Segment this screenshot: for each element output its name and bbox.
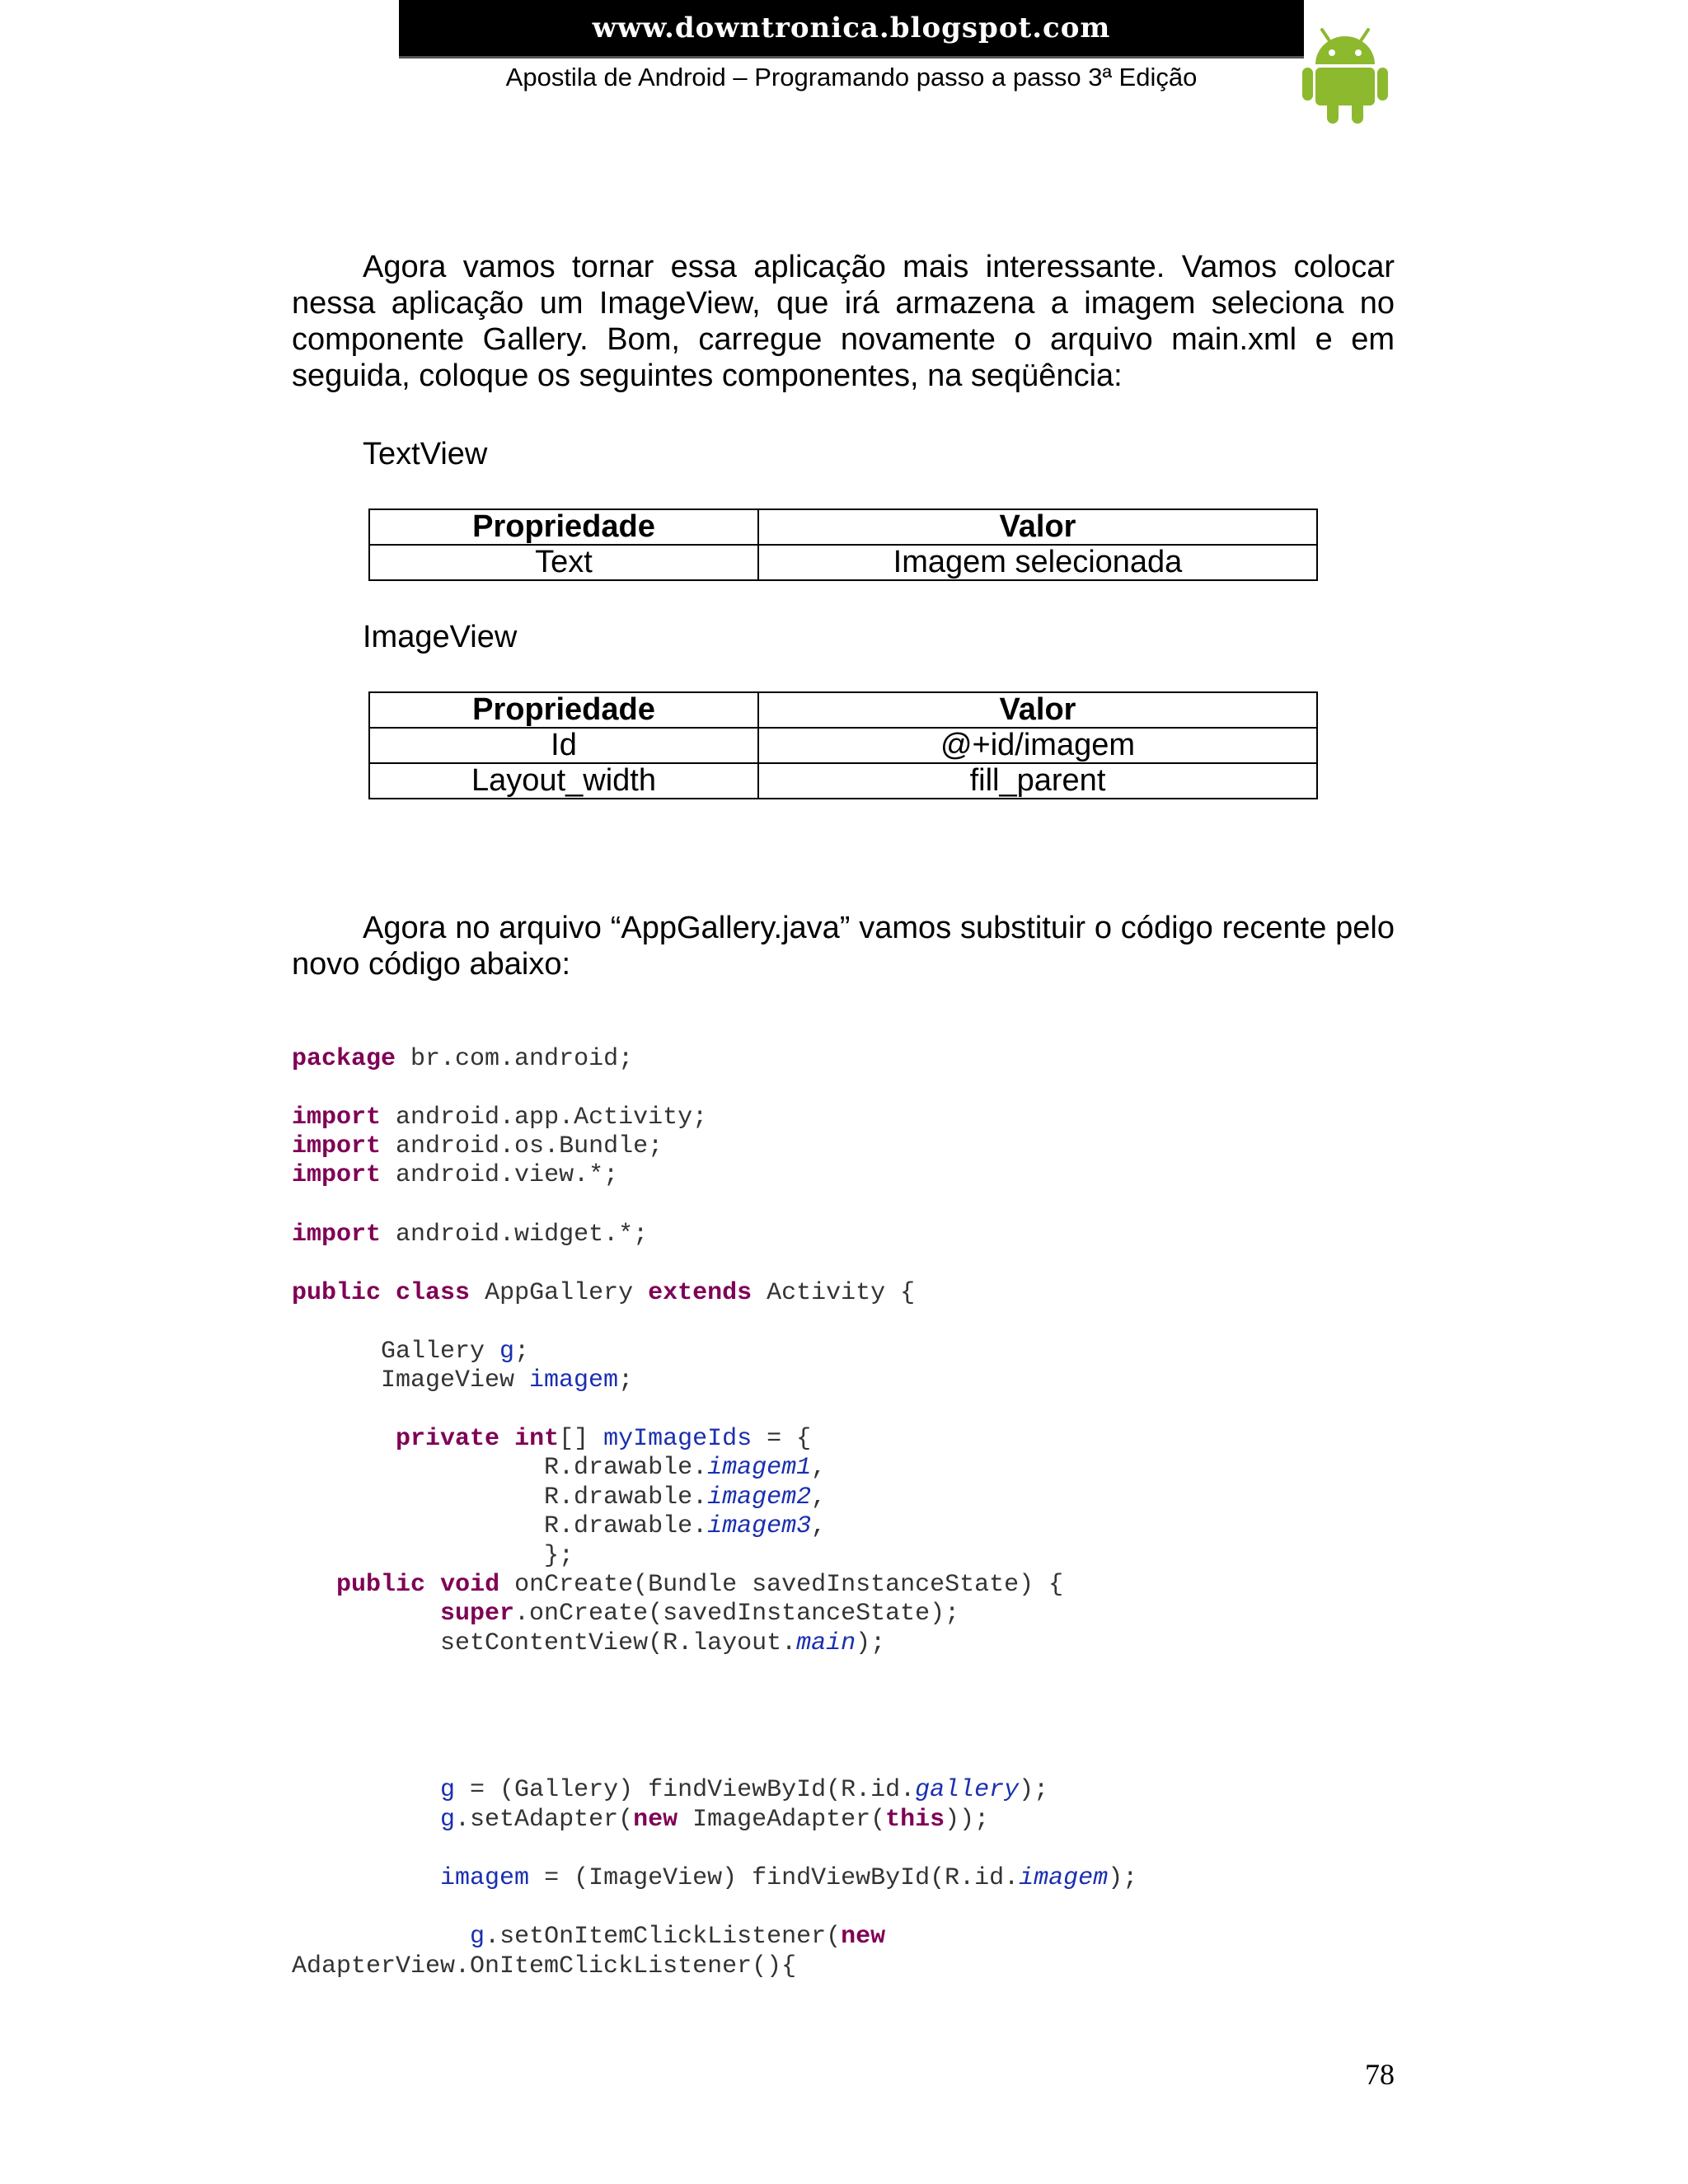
code-line [292,1483,826,1511]
header-banner [399,0,1304,56]
code-text: onCreate(Bundle savedInstanceState) { [499,1571,1064,1599]
code-text: android.os.Bundle; [381,1132,663,1160]
code-identifier: main [796,1629,856,1657]
code-identifier: g [499,1338,515,1366]
code-text [292,1425,396,1453]
code-text [292,1864,440,1892]
code-text: ); [1108,1864,1138,1892]
code-text: R.drawable. [292,1512,708,1540]
code-line [292,1045,633,1073]
code-identifier: myImageIds [603,1425,753,1453]
code-text [292,1571,336,1599]
imageview-properties-table [368,691,1318,799]
code-line [292,1923,885,1951]
intro-paragraph: Agora vamos tornar essa aplicação mais interessante. Vamos colocar nessa aplicação um ImageView, que irá armazena a imagem seleciona no componente Gallery. Bom, carregue novamente o arquivo main.xml e em seguida, coloque os seguintes componentes, na seqüência: [292,250,1395,393]
code-text: ; [618,1366,634,1394]
code-keyword: extends [648,1279,753,1307]
code-text: android.app.Activity; [381,1104,708,1132]
property-cell: Text [369,545,758,580]
code-text: R.drawable. [292,1483,708,1511]
code-identifier: imagem3 [707,1512,812,1540]
code-keyword: this [885,1806,945,1834]
code-text: .setAdapter( [455,1806,634,1834]
code-text [381,1279,396,1307]
table-row [369,728,1317,763]
second-paragraph: Agora no arquivo “AppGallery.java” vamos substituir o código recente pelo novo código abaixo: [292,911,1395,982]
code-text: ImageView [292,1366,530,1394]
code-text: .onCreate(savedInstanceState); [514,1600,960,1628]
code-line [292,1806,989,1834]
code-text: )); [945,1806,990,1834]
code-text: ); [856,1629,886,1657]
code-identifier: imagem [440,1864,530,1892]
column-header: Propriedade [369,509,758,545]
table-header-row [369,509,1317,545]
code-keyword: import [292,1221,382,1249]
code-text [292,1600,440,1628]
code-keyword: package [292,1045,396,1073]
code-keyword: new [841,1923,886,1951]
code-keyword: import [292,1104,382,1132]
code-line [292,1161,618,1189]
code-text [292,1776,440,1804]
code-identifier: imagem [529,1366,619,1394]
code-text: android.widget.*; [381,1221,649,1249]
code-keyword: private [396,1425,500,1453]
code-line [292,1366,633,1394]
code-text: Gallery [292,1338,500,1366]
code-line [292,1952,796,1980]
property-cell: Layout_width [369,763,758,799]
code-text: br.com.android; [396,1045,634,1073]
code-line [292,1542,574,1570]
column-header: Propriedade [369,692,758,728]
table-header-row [369,692,1317,728]
code-text: = (Gallery) findViewById(R.id. [455,1776,916,1804]
textview-label: TextView [363,437,488,471]
code-identifier: imagem2 [707,1483,812,1511]
code-line [292,1571,1063,1599]
document-subtitle: Apostila de Android – Programando passo a passo 3ª Edição [505,63,1198,91]
code-line [292,1512,826,1540]
code-text: , [811,1512,827,1540]
code-keyword: int [514,1425,560,1453]
code-text: ; [514,1338,530,1366]
page-number: 78 [1365,2058,1395,2091]
code-keyword: public [292,1279,382,1307]
column-header: Valor [758,692,1317,728]
code-text: ); [1019,1776,1049,1804]
table-row [369,763,1317,799]
code-text [292,1806,440,1834]
code-line [292,1864,1137,1892]
code-text [425,1571,440,1599]
code-keyword: import [292,1161,382,1189]
column-header: Valor [758,509,1317,545]
code-text [292,1923,470,1951]
code-identifier: g [470,1923,485,1951]
value-cell: fill_parent [758,763,1317,799]
code-keyword: public [336,1571,426,1599]
code-identifier: g [440,1806,456,1834]
code-keyword: super [440,1600,515,1628]
code-text: setContentView(R.layout. [292,1629,797,1657]
code-keyword: new [633,1806,678,1834]
value-cell: Imagem selecionada [758,545,1317,580]
code-identifier: gallery [915,1776,1020,1804]
code-identifier: imagem1 [707,1454,812,1482]
code-text: .setOnItemClickListener( [485,1923,842,1951]
code-line [292,1221,648,1249]
code-text: }; [292,1542,574,1570]
code-keyword: import [292,1132,382,1160]
property-cell: Id [369,728,758,763]
code-line [292,1338,529,1366]
code-text: R.drawable. [292,1454,708,1482]
code-line [292,1629,885,1657]
code-text: , [811,1483,827,1511]
code-text: , [811,1454,827,1482]
code-text: AdapterView.OnItemClickListener(){ [292,1952,797,1980]
code-line [292,1104,707,1132]
code-line [292,1132,663,1160]
textview-properties-table [368,509,1318,581]
table-row [369,545,1317,580]
value-cell: @+id/imagem [758,728,1317,763]
code-text: ImageAdapter( [678,1806,886,1834]
android-robot-icon [1301,28,1390,125]
code-line [292,1454,826,1482]
code-text [499,1425,514,1453]
banner-url: www.downtronica.blogspot.com [592,12,1111,45]
code-keyword: class [396,1279,471,1307]
code-text: = (ImageView) findViewById(R.id. [529,1864,1020,1892]
code-text: = { [752,1425,812,1453]
code-text: [] [559,1425,604,1453]
code-line [292,1279,915,1307]
code-identifier: imagem [1019,1864,1109,1892]
code-line [292,1776,1048,1804]
imageview-label: ImageView [363,620,518,654]
code-text: Activity { [752,1279,916,1307]
code-text: android.view.*; [381,1161,619,1189]
code-text: AppGallery [470,1279,649,1307]
code-line [292,1425,811,1453]
code-line [292,1600,959,1628]
code-keyword: void [440,1571,500,1599]
code-identifier: g [440,1776,456,1804]
